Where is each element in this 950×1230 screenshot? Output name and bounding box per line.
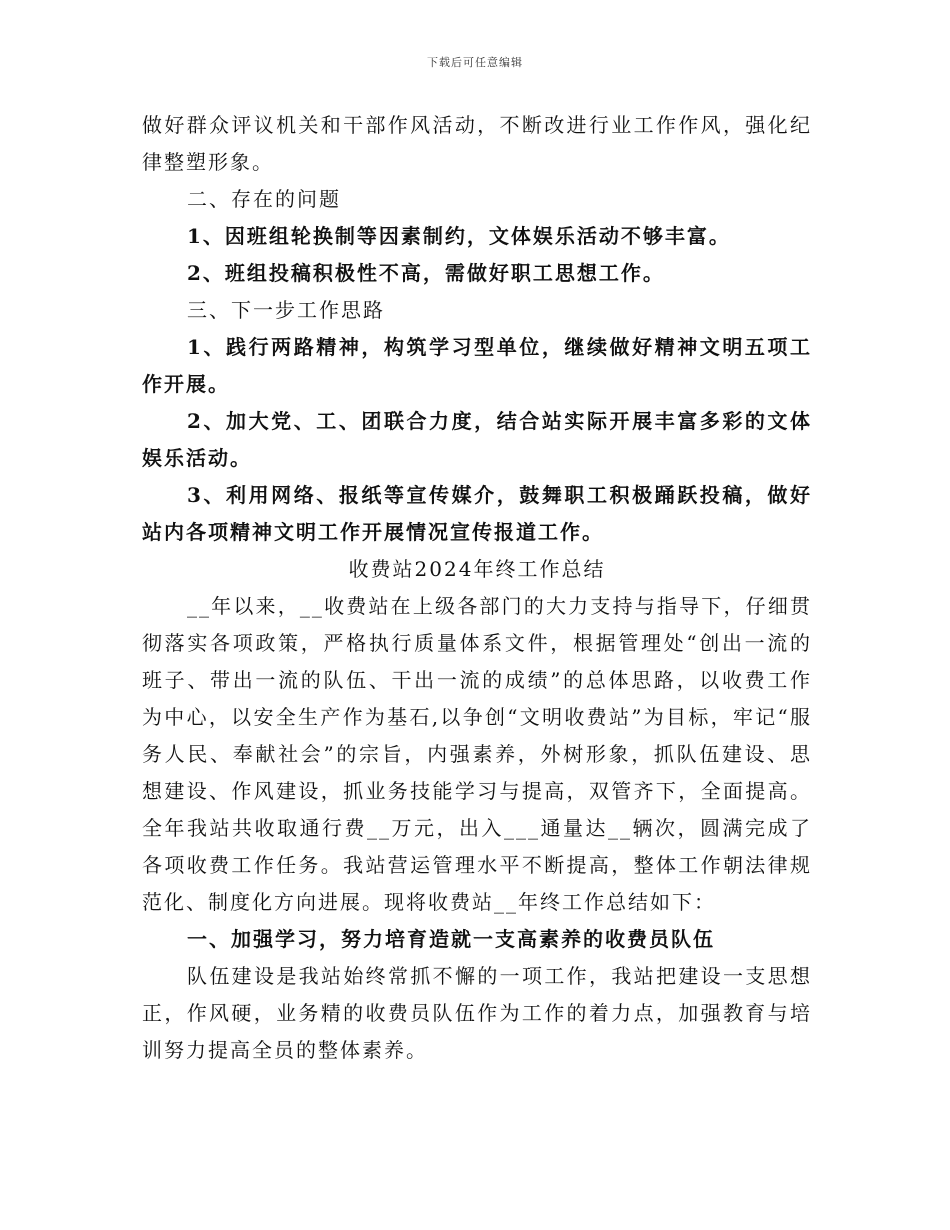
next-step-item-2: 2、加大党、工、团联合力度，结合站实际开展丰富多彩的文体娱乐活动。 [142, 409, 812, 470]
heading-existing-problems: 二、存在的问题 [187, 187, 341, 211]
problem-item-2: 2、班组投稿积极性不高，需做好职工思想工作。 [187, 261, 665, 285]
document-title: 收费站2024年终工作总结 [348, 557, 606, 581]
heading-next-steps: 三、下一步工作思路 [187, 298, 385, 322]
next-step-item-3: 3、利用网络、报纸等宣传媒介，鼓舞职工积极踊跃投稿，做好站内各项精神文明工作开展情况宣传报道工作。 [142, 483, 812, 544]
problem-item-1: 1、因班组轮换制等因素制约，文体娱乐活动不够丰富。 [187, 224, 731, 248]
section-heading-study: 一、加强学习，努力培育造就一支高素养的收费员队伍 [187, 927, 715, 951]
team-building-paragraph: 队伍建设是我站始终常抓不懈的一项工作，我站把建设一支思想正，作风硬，业务精的收费员队伍作为工作的着力点，加强教育与培训努力提高全员的整体素养。 [142, 964, 812, 1062]
next-step-item-1: 1、践行两路精神，构筑学习型单位，继续做好精神文明五项工作开展。 [142, 335, 812, 396]
page-header-note: 下载后可任意编辑 [427, 56, 523, 69]
document-body [142, 107, 812, 1069]
intro-paragraph: __年以来，__收费站在上级各部门的大力支持与指导下，仔细贯彻落实各项政策，严格执行质量体系文件，根据管理处“创出一流的班子、带出一流的队伍、干出一流的成绩”的总体思路，以收费工作为中心，以安全生产作为基石,以争创“文明收费站”为目标，牢记“服务人民、奉献社会”的宗旨，内强素养，外树形象，抓队伍建设、思想建设、作风建设，抓业务技能学习与提高，双管齐下，全面提高。全年我站共收取通行费__万元，出入___通量达__辆次，圆满完成了各项收费工作任务。我站营运管理水平不断提高，整体工作朝法律规范化、制度化方向进展。现将收费站__年终工作总结如下： [142, 594, 812, 914]
paragraph-discipline: 做好群众评议机关和干部作风活动，不断改进行业工作作风，强化纪律整塑形象。 [142, 113, 812, 174]
